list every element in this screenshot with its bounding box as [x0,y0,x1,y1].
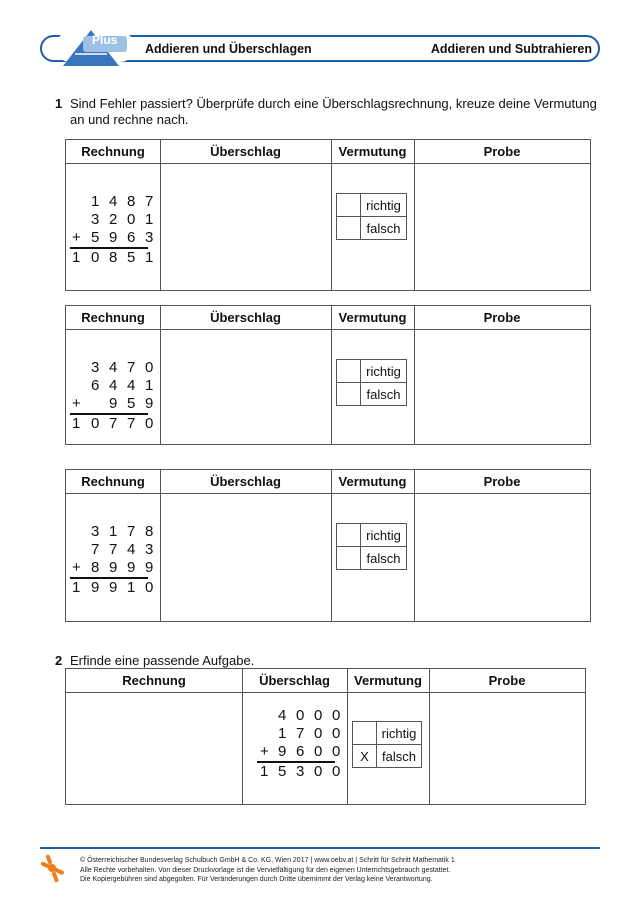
header-title-left: Addieren und Überschlagen [145,42,312,56]
task1-text-line1: Sind Fehler passiert? Überprüfe durch eine Überschlagsrechnung, kreuze deine Vermutung [70,96,597,111]
digit: 0 [332,763,341,780]
digit: 4 [127,541,136,558]
checkbox-richtig[interactable] [337,524,361,547]
digit: 0 [91,249,100,266]
digit: 3 [145,229,154,246]
footer-divider [40,847,600,849]
col-header-probe: Probe [483,310,521,325]
digit: 0 [296,707,305,724]
header-title-right: Addieren und Subtrahieren [430,42,592,56]
digit: 0 [91,415,100,432]
digit: 0 [314,707,323,724]
digit: 5 [278,763,287,780]
digit: 5 [127,395,136,412]
digit: 7 [127,359,136,376]
sum-line [70,577,148,579]
col-header-ueberschlag: Überschlag [210,310,281,325]
digit: 6 [296,743,305,760]
vermutung-box [336,523,407,570]
digit: 1 [260,763,269,780]
label-richtig: richtig [366,198,401,213]
checkbox-richtig[interactable] [353,722,377,745]
digit: 1 [145,211,154,228]
vermutung-box [336,359,407,406]
digit: 8 [127,193,136,210]
digit: 0 [332,707,341,724]
digit: 0 [145,415,154,432]
col-header-probe: Probe [483,144,521,159]
digit: 3 [91,359,100,376]
digit: 9 [109,559,118,576]
digit: 9 [145,559,154,576]
col-header-rechnung: Rechnung [81,310,145,325]
label-falsch: falsch [366,221,401,236]
digit: 8 [109,249,118,266]
col-header-ueberschlag: Überschlag [210,144,281,159]
col-header-vermutung: Vermutung [338,474,407,489]
label-falsch: falsch [366,387,401,402]
digit: 4 [109,193,118,210]
digit: 0 [314,725,323,742]
digit: 7 [109,541,118,558]
col-header-ueberschlag: Überschlag [259,673,330,688]
sum-line [70,413,148,415]
label-falsch: falsch [366,551,401,566]
sum-line [257,761,335,763]
checkbox-richtig[interactable] [337,360,361,383]
footer-line3: Die Kopiergebühren sind abgegolten. Für Veränderungen durch Dritte übernimmt der Verlag keine Verantwortung. [80,876,433,883]
digit: 3 [296,763,305,780]
digit: 7 [91,541,100,558]
digit: 1 [72,249,81,266]
checkbox-falsch[interactable] [337,383,361,406]
digit: 7 [296,725,305,742]
digit: 9 [278,743,287,760]
digit: 6 [127,229,136,246]
digit: 1 [278,725,287,742]
digit: 8 [145,523,154,540]
digit: 7 [145,193,154,210]
digit: 1 [145,249,154,266]
checkbox-falsch[interactable] [337,217,361,240]
col-header-probe: Probe [488,673,526,688]
footer-line1: © Österreichischer Bundesverlag Schulbuch GmbH & Co. KG, Wien 2017 | www.oebv.at | Schritt für Schritt Mathematik 1 [80,857,455,864]
digit: 5 [91,229,100,246]
label-falsch: falsch [382,749,416,764]
digit: 9 [109,579,118,596]
task1-text-line2: an und rechne nach. [70,112,189,127]
sum-line [70,247,148,249]
col-header-rechnung: Rechnung [122,673,186,688]
task1-number: 1 [55,96,63,111]
digit: 4 [109,359,118,376]
digit: 0 [314,763,323,780]
digit: 0 [145,579,154,596]
calc-table [65,469,591,622]
digit: 7 [109,415,118,432]
vermutung-box [336,193,407,240]
digit: 9 [109,395,118,412]
checkbox-richtig[interactable] [337,194,361,217]
digit: 6 [91,377,100,394]
label-richtig: richtig [366,364,401,379]
digit: 0 [332,725,341,742]
digit: 0 [314,743,323,760]
col-header-rechnung: Rechnung [81,474,145,489]
digit: 9 [127,559,136,576]
digit: 5 [127,249,136,266]
plus-sign: + [72,395,81,412]
checkbox-falsch[interactable] [337,547,361,570]
col-header-vermutung: Vermutung [338,310,407,325]
calc-table [65,139,591,291]
digit: 9 [109,229,118,246]
digit: 3 [145,541,154,558]
calc-table [65,305,591,445]
plus-sign: + [72,229,81,246]
logo-text: Plus [92,33,118,47]
digit: 0 [127,211,136,228]
task2-text: Erfinde eine passende Aufgabe. [70,653,255,668]
checkbox-falsch[interactable]: X [353,745,377,768]
digit: 4 [278,707,287,724]
footer-text [80,856,455,885]
plus-sign: + [260,743,269,760]
digit: 0 [332,743,341,760]
digit: 7 [127,415,136,432]
task2-table [65,668,586,805]
digit: 1 [145,377,154,394]
digit: 1 [109,523,118,540]
digit: 9 [145,395,154,412]
digit: 3 [91,523,100,540]
col-header-vermutung: Vermutung [354,673,422,688]
digit: 7 [127,523,136,540]
task2-number: 2 [55,653,63,668]
digit: 1 [72,415,81,432]
digit: 1 [91,193,100,210]
label-richtig: richtig [381,726,417,741]
digit: 4 [109,377,118,394]
digit: 8 [91,559,100,576]
plus-sign: + [72,559,81,576]
label-richtig: richtig [366,528,401,543]
col-header-vermutung: Vermutung [338,144,407,159]
digit: 4 [127,377,136,394]
digit: 0 [145,359,154,376]
digit: 9 [91,579,100,596]
col-header-probe: Probe [483,474,521,489]
digit: 3 [91,211,100,228]
col-header-rechnung: Rechnung [81,144,145,159]
digit: 1 [72,579,81,596]
vermutung-box [352,721,422,768]
digit: 2 [109,211,118,228]
publisher-logo-icon [38,852,66,884]
footer-line2: Alle Rechte vorbehalten. Von dieser Druckvorlage ist die Vervielfältigung für den eigenen Unterrichtsgebrauch gestattet. [80,866,451,874]
digit: 1 [127,579,136,596]
col-header-ueberschlag: Überschlag [210,474,281,489]
